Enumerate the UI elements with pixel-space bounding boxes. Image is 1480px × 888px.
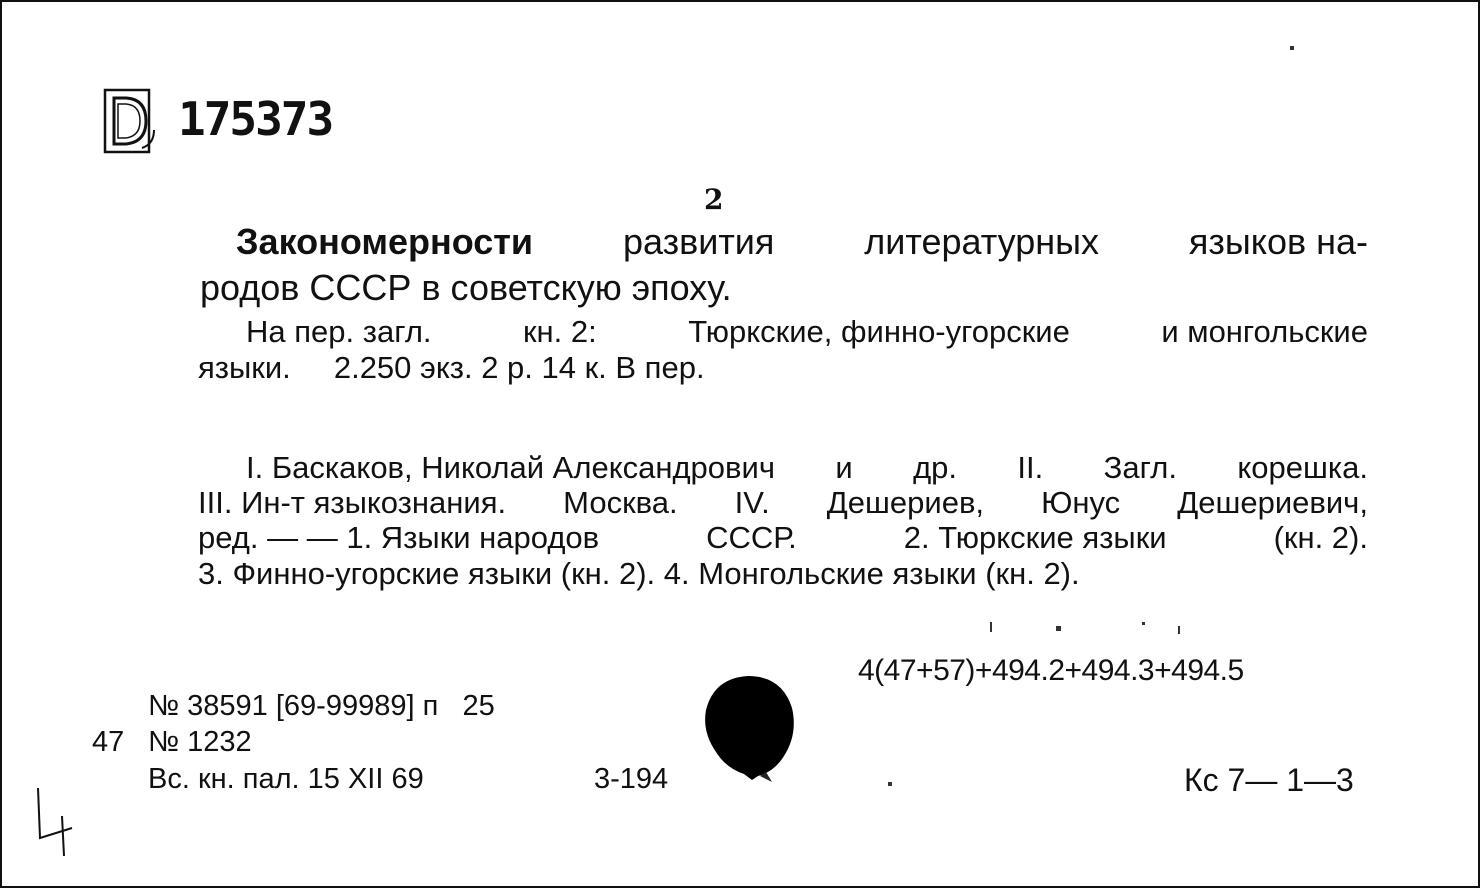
- tracing-word: Юнус: [1041, 485, 1121, 520]
- speck: [1290, 46, 1294, 50]
- z-code: 3-194: [594, 763, 669, 795]
- ink-blot: [700, 672, 796, 782]
- card-number: № 1232: [148, 726, 252, 758]
- tracing-word: III. Ин-т языкознания.: [198, 485, 507, 520]
- tracing-word: 2. Тюркские языки: [903, 520, 1167, 555]
- speck: [888, 782, 892, 786]
- tracing-word: Дешериев,: [826, 485, 985, 520]
- tracing-word: СССР.: [706, 520, 797, 555]
- tracing-word: корешка.: [1237, 450, 1368, 485]
- handwritten-mark: [30, 784, 80, 860]
- left-margin-number: 47: [92, 726, 125, 758]
- note-word: На пер. загл.: [246, 314, 432, 349]
- tracing-word: IV.: [734, 485, 770, 520]
- note-word: кн. 2:: [522, 314, 597, 349]
- note-word: и монгольские: [1161, 314, 1368, 349]
- title-word: языков на-: [1188, 221, 1368, 262]
- classification-index: 4(47+57)+494.2+494.3+494.5: [858, 654, 1244, 687]
- tracings-line-2: [198, 487, 1368, 518]
- tracings-line-4: 3. Финно-угорские языки (кн. 2). 4. Монгольские языки (кн. 2).: [198, 556, 1080, 591]
- speck: [1142, 622, 1145, 625]
- tracing-word: Загл.: [1103, 450, 1177, 485]
- stamp-number: 175373: [178, 92, 333, 146]
- tracing-word: II.: [1017, 450, 1044, 485]
- tracing-word: Москва.: [563, 485, 678, 520]
- tracing-word: др.: [913, 450, 958, 485]
- book-chamber-date: Вс. кн. пал. 15 XII 69: [148, 763, 424, 795]
- title-word: литературных: [864, 221, 1100, 262]
- title-line-1: [236, 221, 1368, 262]
- speck: [1056, 626, 1061, 631]
- tracing-word: и: [835, 450, 853, 485]
- tracing-word: I. Баскаков, Николай Александрович: [246, 450, 775, 485]
- record-number: № 38591 [69-99989] п 25: [148, 690, 495, 722]
- page-number: 2: [704, 183, 724, 216]
- title-bold-word: Закономерности: [236, 221, 534, 262]
- speck: [990, 622, 992, 632]
- title-word: развития: [622, 221, 775, 262]
- speck: [1178, 626, 1180, 634]
- tracing-word: Дешериевич,: [1177, 485, 1368, 520]
- tracings-line-3: [198, 522, 1368, 553]
- title-line-2: родов СССР в советскую эпоху.: [200, 267, 732, 308]
- stamp-letter-box: [102, 86, 158, 158]
- tracing-word: ред. — — 1. Языки народов: [198, 520, 600, 555]
- note-line-1: [246, 316, 1368, 347]
- tracing-word: (кн. 2).: [1273, 520, 1368, 555]
- note-line-2: языки. 2.250 экз. 2 р. 14 к. В пер.: [198, 350, 705, 385]
- kc-code: Кс 7— 1—3: [1184, 762, 1354, 798]
- note-word: Тюркские, финно-угорские: [688, 314, 1070, 349]
- tracings-line-1: [246, 452, 1368, 483]
